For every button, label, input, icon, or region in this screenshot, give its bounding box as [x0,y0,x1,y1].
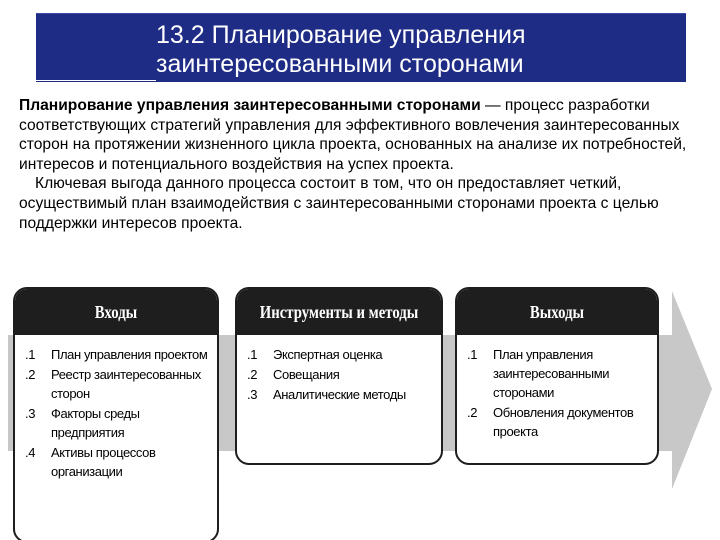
tools-header [237,289,441,335]
list-item [25,345,211,364]
tools-card [235,287,443,465]
item-number: .1 [25,347,36,362]
outputs-header [457,289,657,335]
item-text: Экспертная оценка [273,347,383,362]
item-text: Совещания [273,367,340,382]
inputs-header [15,289,217,335]
list-item [467,403,651,441]
item-number: .2 [247,367,258,382]
benefit-paragraph: Ключевая выгода данного процесса состоит в том, что он предоставляет четкий, осуществимый план взаимодействия с заинтересованными сторонами проекта с целью поддержки интересов проекта. [19,175,659,232]
item-text: Факторы среды предприятия [51,406,140,440]
item-number: .3 [25,406,36,421]
inputs-list [15,335,217,481]
item-number: .1 [467,347,478,362]
list-item [25,443,211,481]
list-item [247,345,435,364]
item-number: .2 [25,367,36,382]
list-item [467,345,651,402]
title-banner [36,13,686,82]
definition-paragraph [19,96,711,174]
outputs-card [455,287,659,465]
definition-text: — процесс разработки соответствующих стратегий управления для эффективного вовлечения заинтересованных сторон на протяжении жизненного цикла проекта, основанных на анализе их потребностей, интересов и потенциального воздействия на успех проекта. [19,97,687,173]
item-number: .4 [25,445,36,460]
definition-term: Планирование управления заинтересованными сторонами [19,97,481,114]
item-text: Обновления документов проекта [493,405,634,439]
list-item [25,404,211,442]
item-number: .1 [247,347,258,362]
title-underline [36,80,156,81]
item-text: План управления заинтересованными сторонами [493,347,610,400]
list-item [247,385,435,404]
slide-title: 13.2 Планирование управления заинтересованными сторонами [156,21,526,78]
tools-heading: Инструменты и методы [255,289,422,335]
description-block [19,96,711,233]
list-item [25,365,211,403]
item-number: .2 [467,405,478,420]
inputs-heading: Входы [33,289,199,335]
item-text: Аналитические методы [273,387,406,402]
outputs-heading: Выходы [475,289,639,335]
item-number: .3 [247,387,258,402]
tools-list [237,335,441,404]
list-item [247,365,435,384]
item-text: Реестр заинтересованных сторон [51,367,201,401]
inputs-card [13,287,219,540]
item-text: План управления проектом [51,347,208,362]
item-text: Активы процессов организации [51,445,156,479]
outputs-list [457,335,657,441]
